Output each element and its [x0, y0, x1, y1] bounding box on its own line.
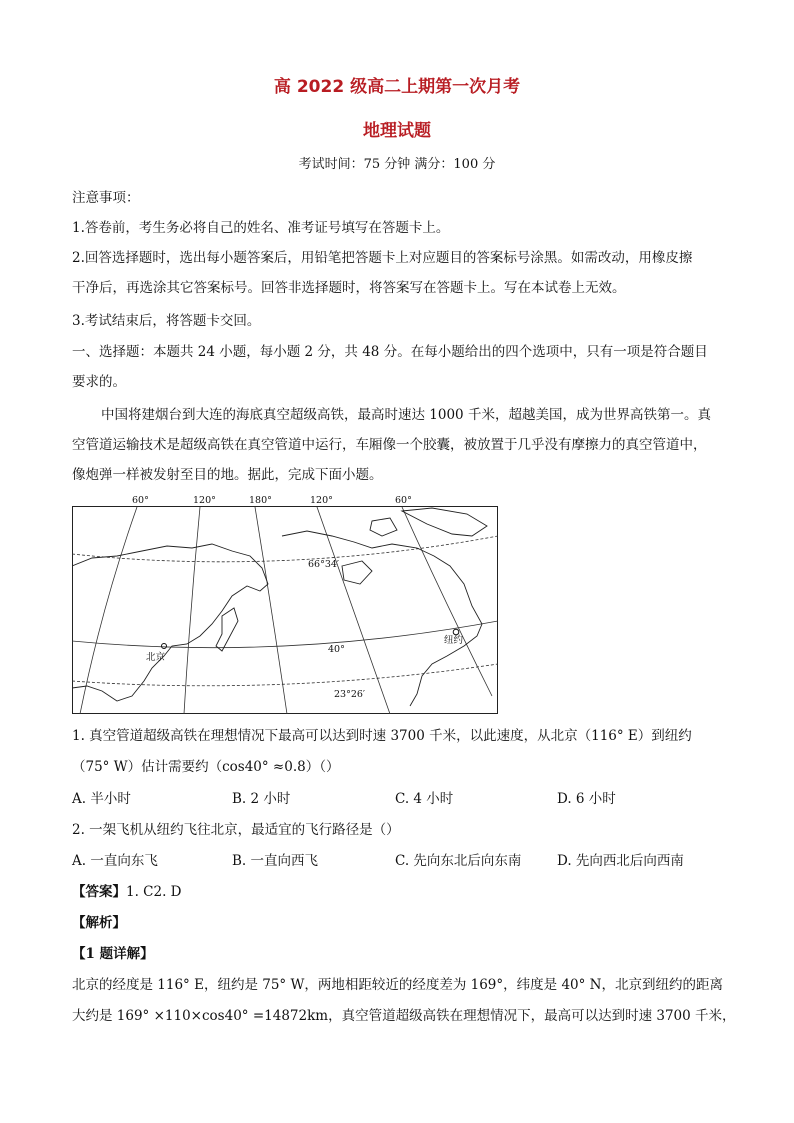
- q2-option-c: C. 先向东北后向东南: [395, 853, 522, 869]
- q1-line-2: （75° W）估计需要约（cos40° ≈0.8）（）: [72, 759, 340, 775]
- section-heading-line-2: 要求的。: [72, 374, 126, 390]
- passage-line-1: 中国将建烟台到大连的海底真空超级高铁，最高时速达 1000 千米，超越美国，成为世界高铁第一。真: [101, 407, 711, 423]
- meridian-label-4: 120°: [310, 496, 333, 506]
- analysis-label: 【解析】: [72, 915, 126, 931]
- meridian-lines: [80, 507, 492, 714]
- exam-title: 高 2022 级高二上期第一次月考: [273, 77, 521, 97]
- exam-info: 考试时间：75 分钟 满分：100 分: [298, 157, 496, 172]
- q1-option-a: A. 半小时: [72, 791, 131, 807]
- analysis-line-2: 大约是 169° ×110×cos40° =14872km，真空管道超级高铁在理想情况下，最高可以达到时速 3700 千米，: [72, 1008, 736, 1024]
- map-frame: [73, 507, 498, 714]
- latitude-40-label: 40°: [328, 644, 345, 655]
- world-map-figure: [72, 496, 498, 714]
- meridian-label-5: 60°: [395, 496, 412, 506]
- analysis-line-1: 北京的经度是 116° E，纽约是 75° W，两地相距较近的经度差为 169°，纬度是 40° N，北京到纽约的距离: [72, 977, 723, 993]
- q2-option-b: B. 一直向西飞: [232, 853, 319, 869]
- passage-line-3: 像炮弹一样被发射至目的地。据此，完成下面小题。: [72, 467, 383, 483]
- answer-line: [72, 880, 182, 900]
- meridian-label-3: 180°: [249, 496, 272, 506]
- q1-option-b: B. 2 小时: [232, 791, 291, 807]
- subject-title: 地理试题: [363, 121, 431, 141]
- answer-label: 【答案】: [72, 884, 126, 900]
- notice-heading: 注意事项：: [72, 190, 140, 206]
- q2-line-1: 2. 一架飞机从纽约飞往北京，最适宜的飞行路径是（）: [72, 822, 400, 838]
- newyork-label: 纽约: [444, 635, 464, 646]
- q1-option-d: D. 6 小时: [557, 791, 616, 807]
- newyork-marker: [453, 629, 459, 635]
- q2-option-a: A. 一直向东飞: [72, 853, 158, 869]
- tropic-label: 23°26′: [334, 689, 366, 700]
- beijing-label: 北京: [146, 652, 166, 663]
- answer-value: 1. C2. D: [126, 884, 182, 900]
- beijing-marker: [162, 644, 167, 649]
- notice-item-1: 1.答卷前，考生务必将自己的姓名、准考证号填写在答题卡上。: [72, 220, 450, 236]
- meridian-label-2: 120°: [193, 496, 216, 506]
- q1-option-c: C. 4 小时: [395, 791, 454, 807]
- notice-item-3: 3.考试结束后，将答题卡交回。: [72, 313, 261, 329]
- section-heading-line-1: 一、选择题：本题共 24 小题，每小题 2 分，共 48 分。在每小题给出的四个选项中，只有一项是符合题目: [72, 344, 708, 360]
- q1-line-1: 1. 真空管道超级高铁在理想情况下最高可以达到时速 3700 千米，以此速度，从北京（116° E）到纽约: [72, 728, 692, 744]
- passage-line-2: 空管道运输技术是超级高铁在真空管道中运行，车厢像一个胶囊，被放置于几乎没有摩擦力的真空管道中，: [72, 437, 707, 453]
- notice-item-2-line-2: 干净后，再选涂其它答案标号。回答非选择题时，将答案写在答题卡上。写在本试卷上无效。: [72, 280, 626, 296]
- analysis-detail-label: 【1 题详解】: [72, 946, 154, 962]
- meridian-label-1: 60°: [132, 496, 149, 506]
- arctic-circle-label: 66°34′: [308, 559, 340, 570]
- coastlines: [72, 508, 487, 706]
- notice-item-2-line-1: 2.回答选择题时，选出每小题答案后，用铅笔把答题卡上对应题目的答案标号涂黑。如需改动，用橡皮擦: [72, 250, 693, 266]
- q2-option-d: D. 先向西北后向西南: [557, 853, 684, 869]
